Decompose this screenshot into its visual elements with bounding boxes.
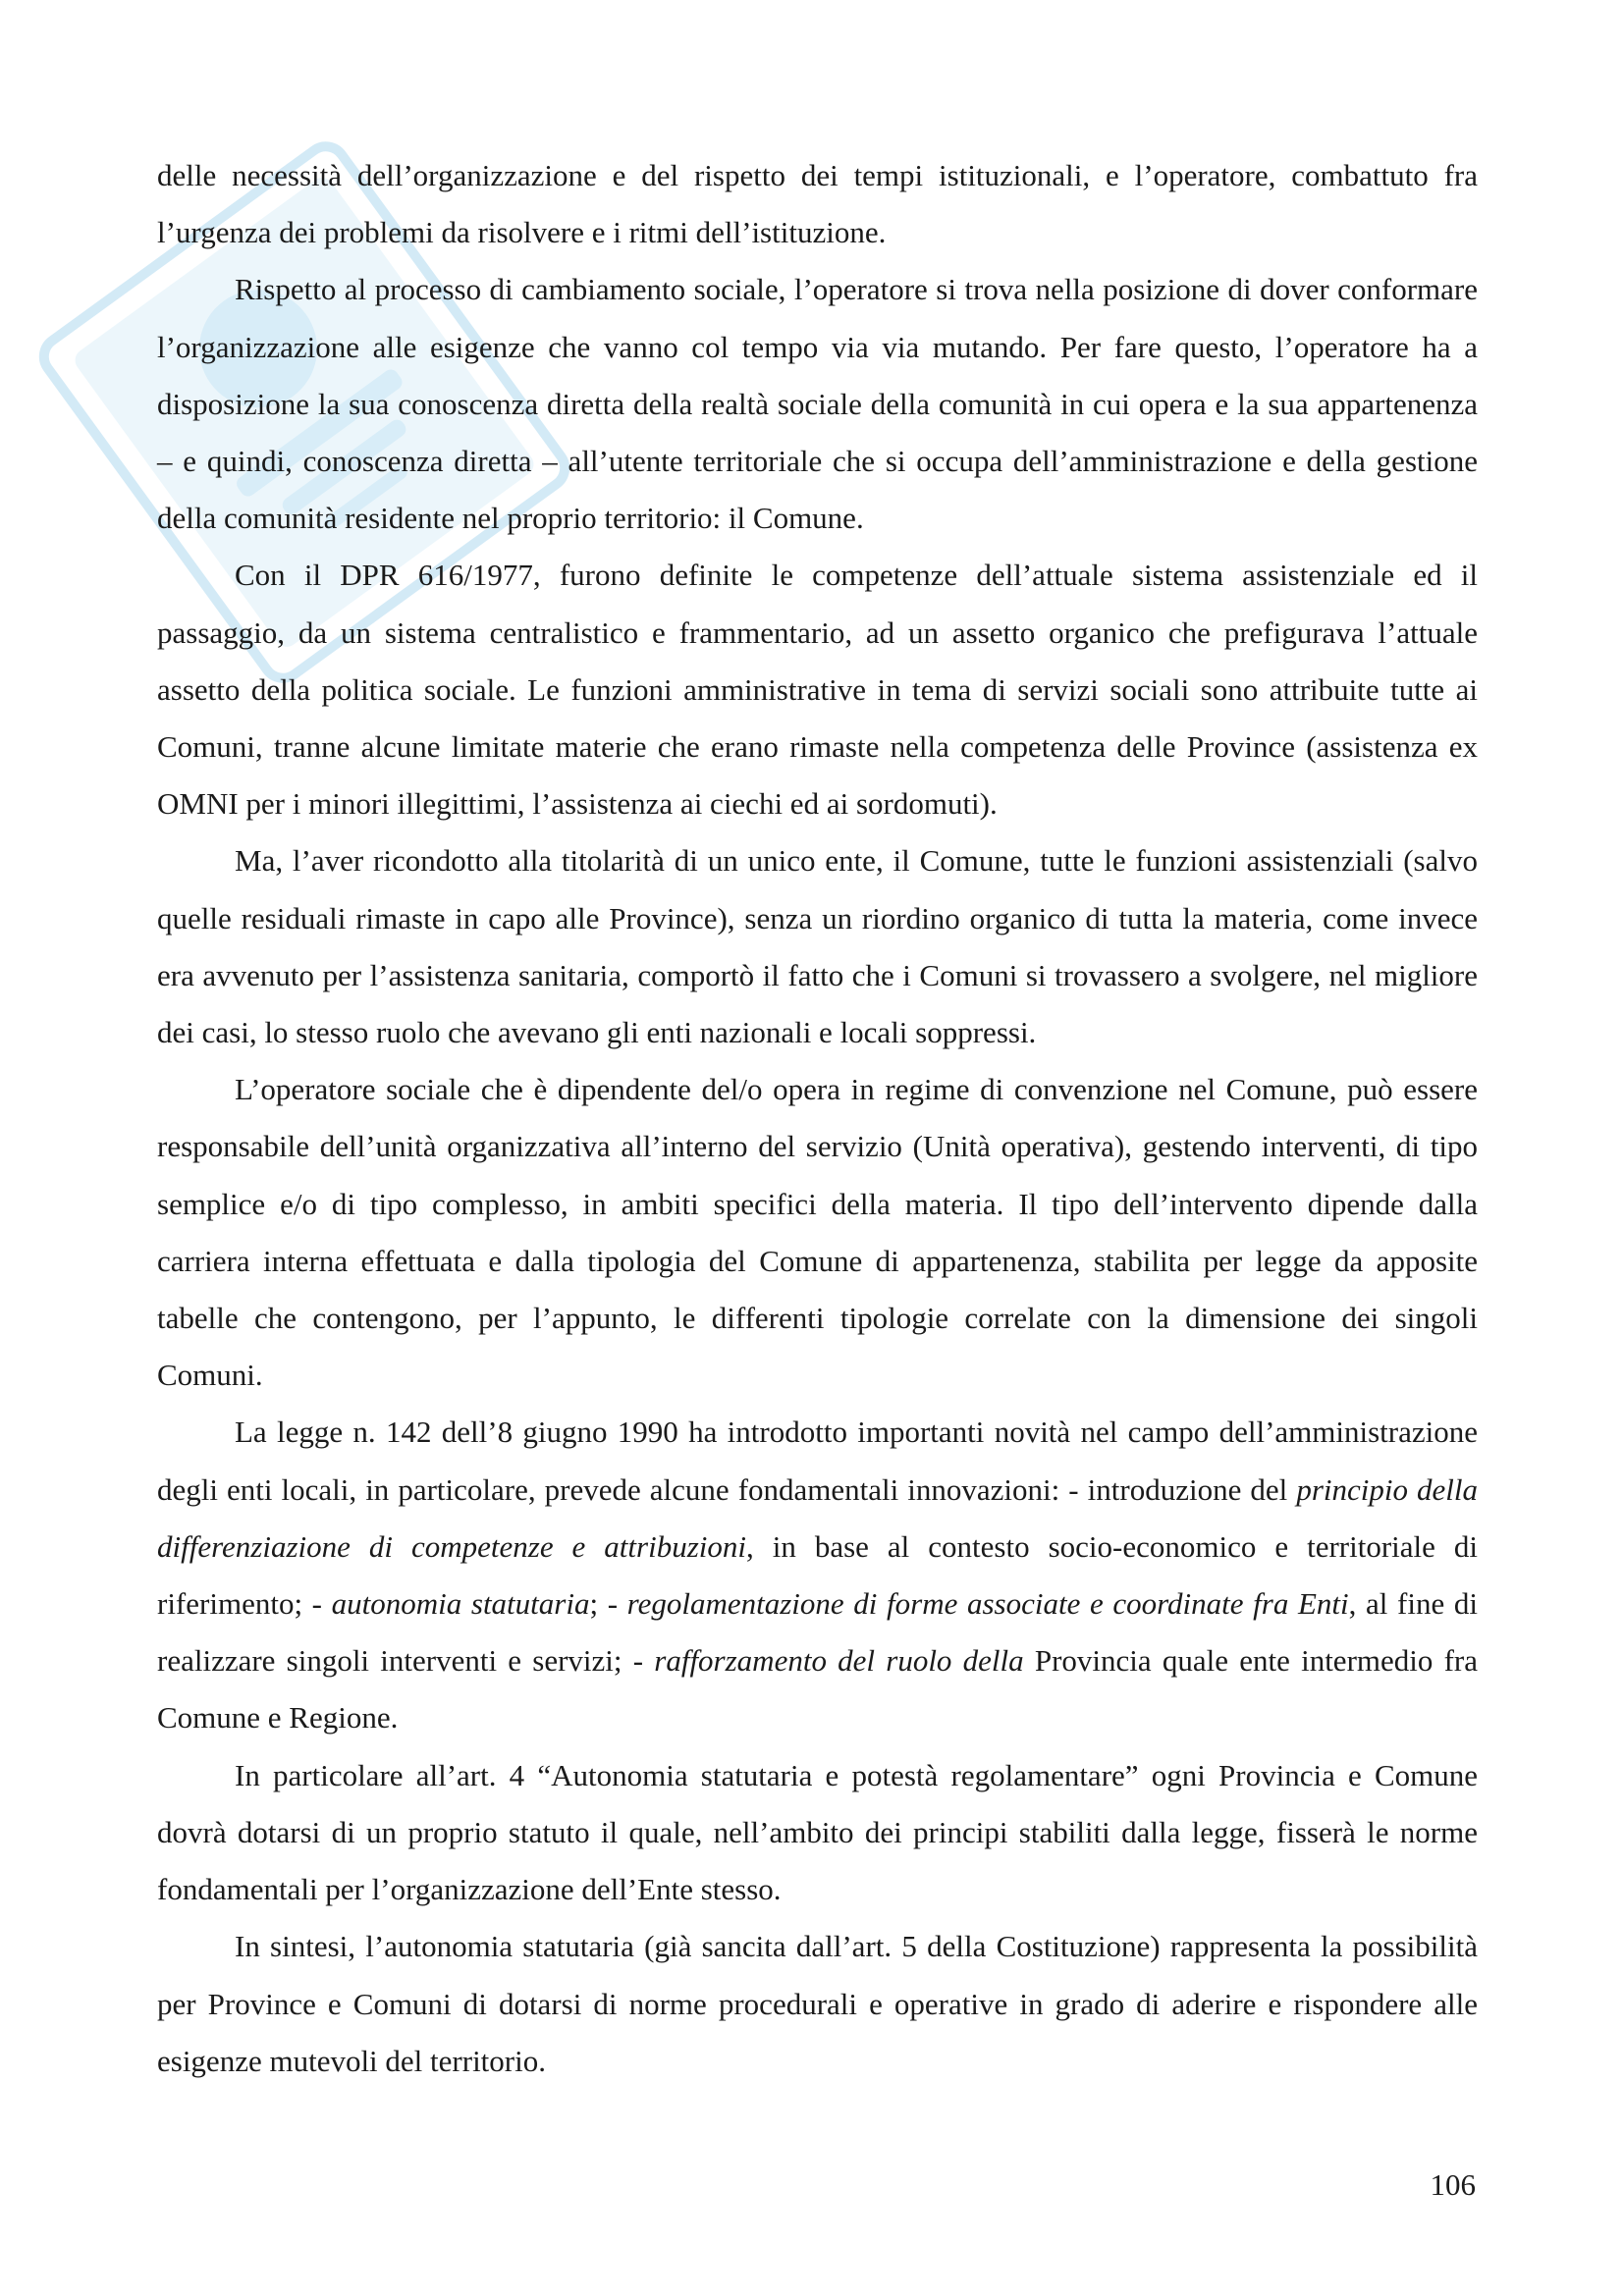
paragraph-7: In particolare all’art. 4 “Autonomia statutaria e potestà regolamentare” ogni Provincia e Comune dovrà dotarsi di un proprio statuto il quale, nell’ambito dei principi stabiliti dalla legge, fisserà le norme fondamentali per l’organizzazione dell’Ente stesso. xyxy=(157,1757,1478,1907)
paragraph-6-text-5: Provincia quale ente intermedio fra Comune e Regione. xyxy=(157,1643,1478,1735)
paragraph-6-italic-3: regolamentazione di forme associate e coordinate fra Enti xyxy=(626,1586,1349,1622)
paragraph-6-italic-4: rafforzamento del ruolo della xyxy=(654,1643,1024,1679)
paragraph-3: Con il DPR 616/1977, furono definite le competenze dell’attuale sistema assistenziale ed il passaggio, da un sistema centralistico e frammentario, ad un assetto organico che prefigurava l’attuale assetto della politica sociale. Le funzioni amministrative in tema di servizi sociali sono attribuite tutte ai Comuni, tranne alcune limitate materie che erano rimaste nella competenza delle Province (assistenza ex OMNI per i minori illegittimi, l’assistenza ai ciechi ed ai sordomuti). xyxy=(157,558,1478,822)
paragraph-2: Rispetto al processo di cambiamento sociale, l’operatore si trova nella posizione di dover conformare l’organizzazione alle esigenze che vanno col tempo via via mutando. Per fare questo, l’operatore ha a disposizione la sua conoscenza diretta della realtà sociale della comunità in cui opera e la sua appartenenza – e quindi, conoscenza diretta – all’utente territoriale che si occupa dell’amministrazione e della gestione della comunità residente nel proprio territorio: il Comune. xyxy=(157,272,1478,536)
paragraph-5: L’operatore sociale che è dipendente del/o opera in regime di convenzione nel Comune, può essere responsabile dell’unità organizzativa all’interno del servizio (Unità operativa), gestendo interventi, di tipo semplice e/o di tipo complesso, in ambiti specifici della materia. Il tipo dell’intervento dipende dalla carriera interna effettuata e dalla tipologia del Comune di appartenenza, stabilita per legge da apposite tabelle che contengono, per l’appunto, le differenti tipologie correlate con la dimensione dei singoli Comuni. xyxy=(157,1072,1478,1393)
paragraph-6-text-1: La legge n. 142 dell’8 giugno 1990 ha introdotto importanti novità nel campo dell’amministrazione degli enti locali, in particolare, prevede alcune fondamentali innovazioni: - introduzione del xyxy=(157,1415,1478,1507)
paragraph-6-text-4: , al fine di realizzare singoli interventi e servizi; - xyxy=(157,1586,1478,1679)
paragraph-4: Ma, l’aver ricondotto alla titolarità di un unico ente, il Comune, tutte le funzioni assistenziali (salvo quelle residuali rimaste in capo alle Province), senza un riordino organico di tutta la materia, come invece era avvenuto per l’assistenza sanitaria, comportò il fatto che i Comuni si trovassero a svolgere, nel migliore dei casi, lo stesso ruolo che avevano gli enti nazionali e locali soppressi. xyxy=(157,843,1478,1050)
page-number: 106 xyxy=(1430,2167,1476,2202)
paragraph-6-italic-2: autonomia statutaria xyxy=(331,1586,590,1622)
paragraph-6-text-3: ; - xyxy=(589,1586,627,1622)
paragraph-8: In sintesi, l’autonomia statutaria (già sancita dall’art. 5 della Costituzione) rappresenta la possibilità per Province e Comuni di dotarsi di norme procedurali e operative in grado di aderire e rispondere alle esigenze mutevoli del territorio. xyxy=(157,1929,1478,2078)
paragraph-6-italic-1: principio della differenziazione di competenze e attribuzioni xyxy=(157,1471,1478,1564)
paragraph-6 xyxy=(157,1404,1478,1746)
paragraph-1: delle necessità dell’organizzazione e del rispetto dei tempi istituzionali, e l’operatore, combattuto fra l’urgenza dei problemi da risolvere e i ritmi dell’istituzione. xyxy=(157,158,1478,250)
paragraph-6-text-2: , in base al contesto socio-economico e territoriale di riferimento; - xyxy=(157,1528,1478,1622)
document-body xyxy=(157,147,1478,2090)
